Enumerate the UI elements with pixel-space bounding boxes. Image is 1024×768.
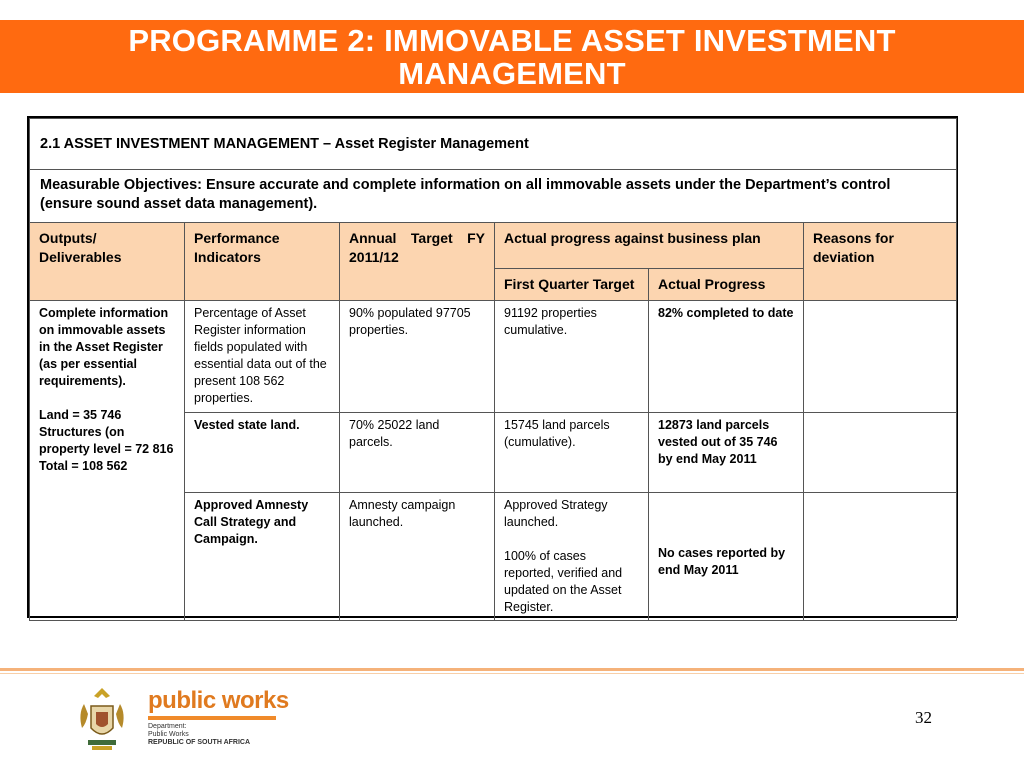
coat-of-arms-icon	[74, 684, 130, 754]
header-outputs: Outputs/ Deliverables	[30, 223, 185, 301]
actual-progress-cell: No cases reported by end May 2011	[649, 493, 804, 621]
first-quarter-text-2: 100% of cases reported, verified and updated on the Asset Register.	[504, 549, 623, 614]
header-first-quarter: First Quarter Target	[495, 269, 649, 301]
header-actual: Actual Progress	[649, 269, 804, 301]
table-row	[30, 301, 957, 413]
header-annual-target: Annual Target FY 2011/12	[340, 223, 495, 301]
asset-register-table	[27, 116, 958, 618]
objectives-row	[30, 170, 957, 223]
total-count: Total = 108 562	[39, 459, 128, 473]
section-title: 2.1 ASSET INVESTMENT MANAGEMENT – Asset Register Management	[30, 119, 957, 170]
target-cell: 90% populated 97705 properties.	[340, 301, 495, 413]
reasons-cell	[804, 301, 957, 413]
page-number: 32	[915, 708, 932, 727]
table-grid	[29, 118, 957, 621]
reasons-cell	[804, 413, 957, 493]
header-actual-progress-plan: Actual progress against business plan	[495, 223, 804, 269]
structures-count: Structures (on property level = 72 816	[39, 425, 174, 456]
target-cell: 70% 25022 land parcels.	[340, 413, 495, 493]
logo-republic: REPUBLIC OF SOUTH AFRICA	[148, 739, 251, 746]
actual-progress-cell: 82% completed to date	[649, 301, 804, 413]
logo-name: public works	[148, 687, 289, 714]
first-quarter-cell: 91192 properties cumulative.	[495, 301, 649, 413]
first-quarter-cell: 15745 land parcels (cumulative).	[495, 413, 649, 493]
target-cell: Amnesty campaign launched.	[340, 493, 495, 621]
title-banner	[0, 20, 1024, 93]
outputs-cell	[30, 301, 185, 621]
header-reasons: Reasons for deviation	[804, 223, 957, 301]
footer-divider	[0, 668, 1024, 671]
land-count: Land = 35 746	[39, 408, 122, 422]
first-quarter-text: Approved Strategy launched.	[504, 498, 608, 529]
reasons-cell	[804, 493, 957, 621]
logo-bar	[148, 716, 276, 720]
header-row	[30, 223, 957, 269]
actual-progress-cell: 12873 land parcels vested out of 35 746 by end May 2011	[649, 413, 804, 493]
indicator-cell: Approved Amnesty Call Strategy and Campaign.	[185, 493, 340, 621]
slide-title: PROGRAMME 2: IMMOVABLE ASSET INVESTMENT MANAGEMENT	[128, 22, 896, 91]
logo-public-works: Public Works	[148, 731, 189, 738]
measurable-objectives: Measurable Objectives: Ensure accurate and complete information on all immovable assets under the Department’s control (ensure sound asset data management).	[30, 170, 957, 223]
indicator-cell: Percentage of Asset Register information fields populated with essential data out of the present 108 562 properties.	[185, 301, 340, 413]
first-quarter-cell	[495, 493, 649, 621]
deliverable-text: Complete information on immovable assets in the Asset Register (as per essential requirements).	[39, 306, 169, 388]
section-title-row	[30, 119, 957, 170]
public-works-logo	[148, 688, 289, 747]
footer-divider-thin	[0, 673, 1024, 674]
indicator-cell: Vested state land.	[185, 413, 340, 493]
header-indicators: Performance Indicators	[185, 223, 340, 301]
logo-department: Department:	[148, 723, 187, 730]
